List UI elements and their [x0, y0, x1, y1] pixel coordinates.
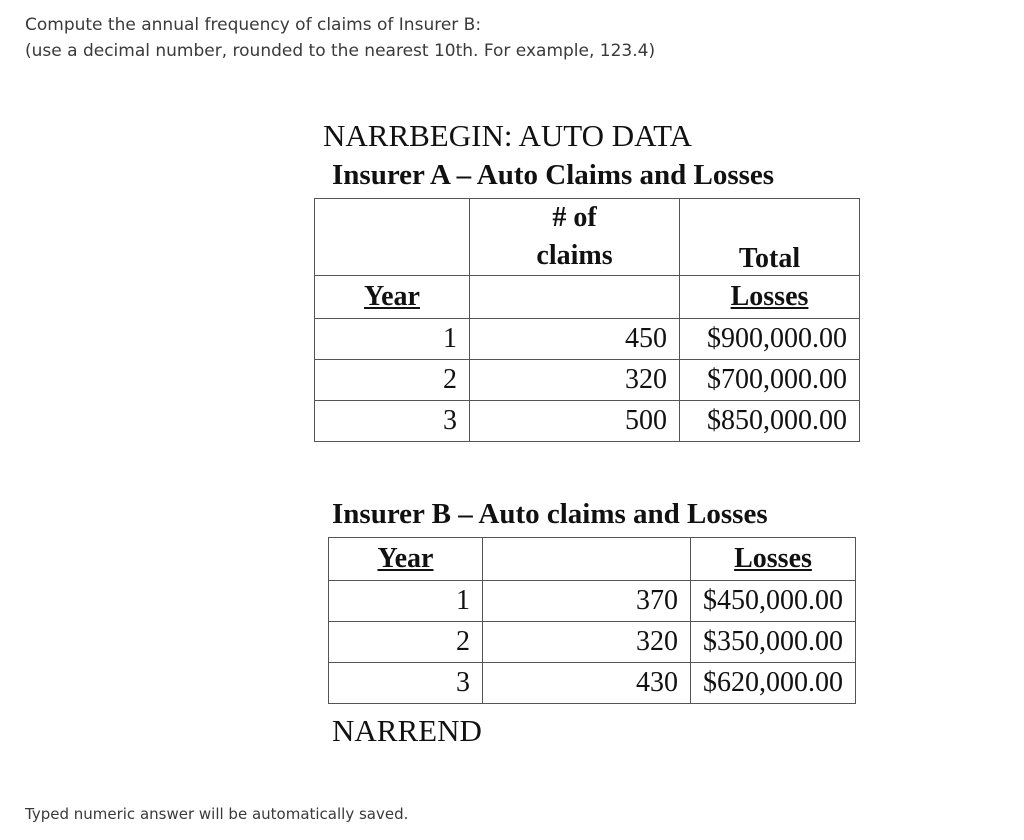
question-line-2: (use a decimal number, rounded to the nearest 10th. For example, 123.4)	[25, 41, 656, 61]
year-header: Year	[329, 538, 483, 581]
table-row	[329, 581, 856, 622]
losses-cell: $850,000.00	[680, 401, 860, 442]
year-cell: 2	[329, 622, 483, 663]
losses-header: Losses	[680, 276, 860, 319]
claims-cell: 320	[482, 622, 690, 663]
header-empty-cell	[482, 538, 690, 581]
year-cell: 1	[329, 581, 483, 622]
losses-cell: $620,000.00	[691, 663, 856, 704]
table-row	[329, 622, 856, 663]
total-header: Total	[680, 199, 860, 276]
insurer-a-title: Insurer A – Auto Claims and Losses	[332, 159, 775, 191]
year-cell: 1	[315, 319, 470, 360]
losses-cell: $350,000.00	[691, 622, 856, 663]
table-header-row	[315, 199, 860, 276]
table-row	[315, 319, 860, 360]
claims-cell: 370	[482, 581, 690, 622]
claims-header	[470, 199, 680, 276]
question-line-1: Compute the annual frequency of claims of Insurer B:	[25, 15, 482, 35]
losses-cell: $450,000.00	[691, 581, 856, 622]
table-row	[329, 663, 856, 704]
table-subheader-row	[315, 276, 860, 319]
year-cell: 2	[315, 360, 470, 401]
autosave-notice: Typed numeric answer will be automatically saved.	[25, 805, 409, 823]
losses-cell: $900,000.00	[680, 319, 860, 360]
claims-header-line-1: # of	[552, 202, 597, 233]
insurer-b-table	[328, 537, 856, 704]
table-row	[315, 401, 860, 442]
claims-cell: 430	[482, 663, 690, 704]
table-row	[315, 360, 860, 401]
losses-cell: $700,000.00	[680, 360, 860, 401]
year-header: Year	[315, 276, 470, 319]
header-empty-cell	[315, 199, 470, 276]
subheader-empty-cell	[470, 276, 680, 319]
year-cell: 3	[329, 663, 483, 704]
claims-cell: 450	[470, 319, 680, 360]
narrative-begin: NARRBEGIN: AUTO DATA	[323, 118, 692, 153]
claims-cell: 500	[470, 401, 680, 442]
question-prompt	[25, 12, 655, 64]
insurer-b-title: Insurer B – Auto claims and Losses	[332, 498, 768, 530]
narrative-end: NARREND	[332, 713, 482, 748]
table-header-row	[329, 538, 856, 581]
claims-cell: 320	[470, 360, 680, 401]
year-cell: 3	[315, 401, 470, 442]
claims-header-line-2: claims	[536, 240, 613, 271]
losses-header: Losses	[691, 538, 856, 581]
insurer-a-table	[314, 198, 860, 442]
